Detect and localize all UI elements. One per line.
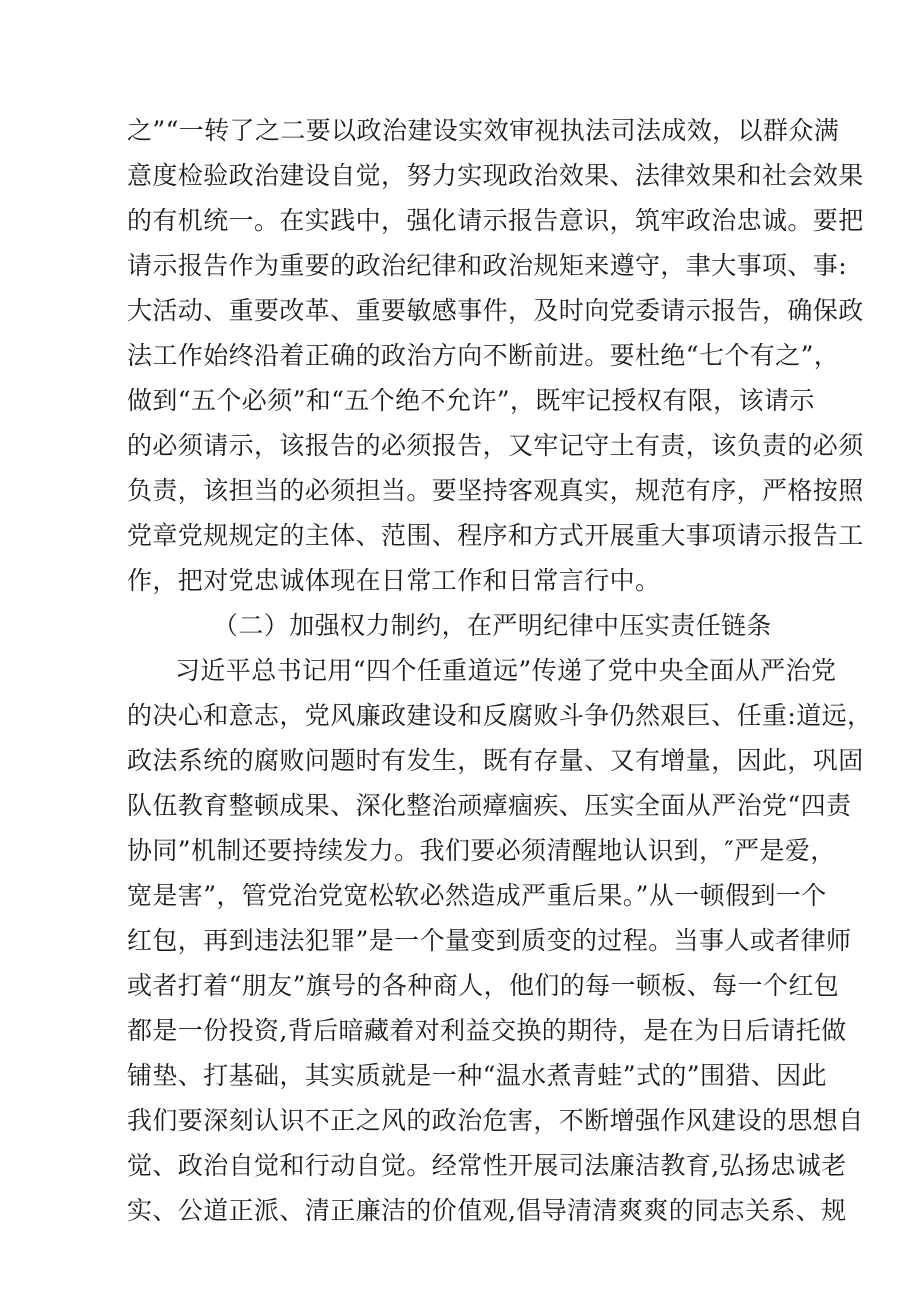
text-line: 法工作始终沿着正确的政治方向不断前进。要杜绝“七个有之”， <box>127 341 840 370</box>
section-heading: （二）加强权力制约，在严明纪律中压实责任链条 <box>213 611 772 640</box>
text-line: 作，把对党忠诚体现在日常工作和日常言行中。 <box>127 566 661 595</box>
text-line: 大活动、重要改革、重要敏感事件，及时向党委请示报告，确保政 <box>127 296 864 325</box>
text-line: 习近平总书记用“四个任重道远”传递了党中央全面从严治党 <box>175 656 837 685</box>
text-line: 之”“一转了之二要以政治建设实效审视执法司法成效，以群众满 <box>127 116 840 145</box>
text-line: 的必须请示，该报告的必须报告，又牢记守土有责，该负责的必须 <box>127 431 864 460</box>
text-line: 意度检验政治建设自觉，努力实现政治效果、法律效果和社会效果 <box>127 161 864 190</box>
text-line: 队伍教育整顿成果、深化整治顽瘴痼疾、压实全面从严治党“四责 <box>127 791 852 820</box>
text-line: 党章党规规定的主体、范围、程序和方式开展重大事项请示报告工 <box>127 521 864 550</box>
text-line: 协同”机制还要持续发力。我们要必须清醒地认识到，″严是爱， <box>127 836 836 865</box>
text-line: 政法系统的腐败问题时有发生，既有存量、又有增量，因此，巩固 <box>127 746 864 775</box>
text-line: 做到“五个必须”和“五个绝不允许”，既牢记授权有限，该请示 <box>127 386 815 415</box>
text-line: 红包，再到违法犯罪”是一个量变到质变的过程。当事人或者律师 <box>127 926 852 955</box>
text-line: 觉、政治自觉和行动自觉。经常性开展司法廉洁教育,弘扬忠诚老 <box>127 1151 847 1180</box>
text-line: 都是一份投资,背后暗藏着对利益交换的期待，是在为日后请托做 <box>127 1016 847 1045</box>
text-line: 我们要深刻认识不正之风的政治危害，不断增强作风建设的思想自 <box>127 1106 864 1135</box>
text-line: 负责，该担当的必须担当。要坚持客观真实，规范有序，严格按照 <box>127 476 864 505</box>
text-line: 铺垫、打基础，其实质就是一种“温水煮青蛙”式的”围猎、因此 <box>127 1061 827 1090</box>
text-line: 的决心和意志，党风廉政建设和反腐败斗争仍然艰巨、任重:道远， <box>127 701 873 730</box>
text-line: 实、公道正派、清正廉洁的价值观,倡导清清爽爽的同志关系、规 <box>127 1196 847 1225</box>
text-line: 或者打着“朋友”旗号的各种商人，他们的每一顿板、每一个红包 <box>127 971 840 1000</box>
text-line: 宽是害”，管党治党宽松软必然造成严重后果。”从一顿假到一个 <box>127 881 827 910</box>
text-line: 请示报告作为重要的政治纪律和政治规矩来遵守，聿大事项、事: <box>127 251 848 280</box>
text-line: 的有机统一。在实践中，强化请示报告意识，筑牢政治忠诚。要把 <box>127 206 864 235</box>
